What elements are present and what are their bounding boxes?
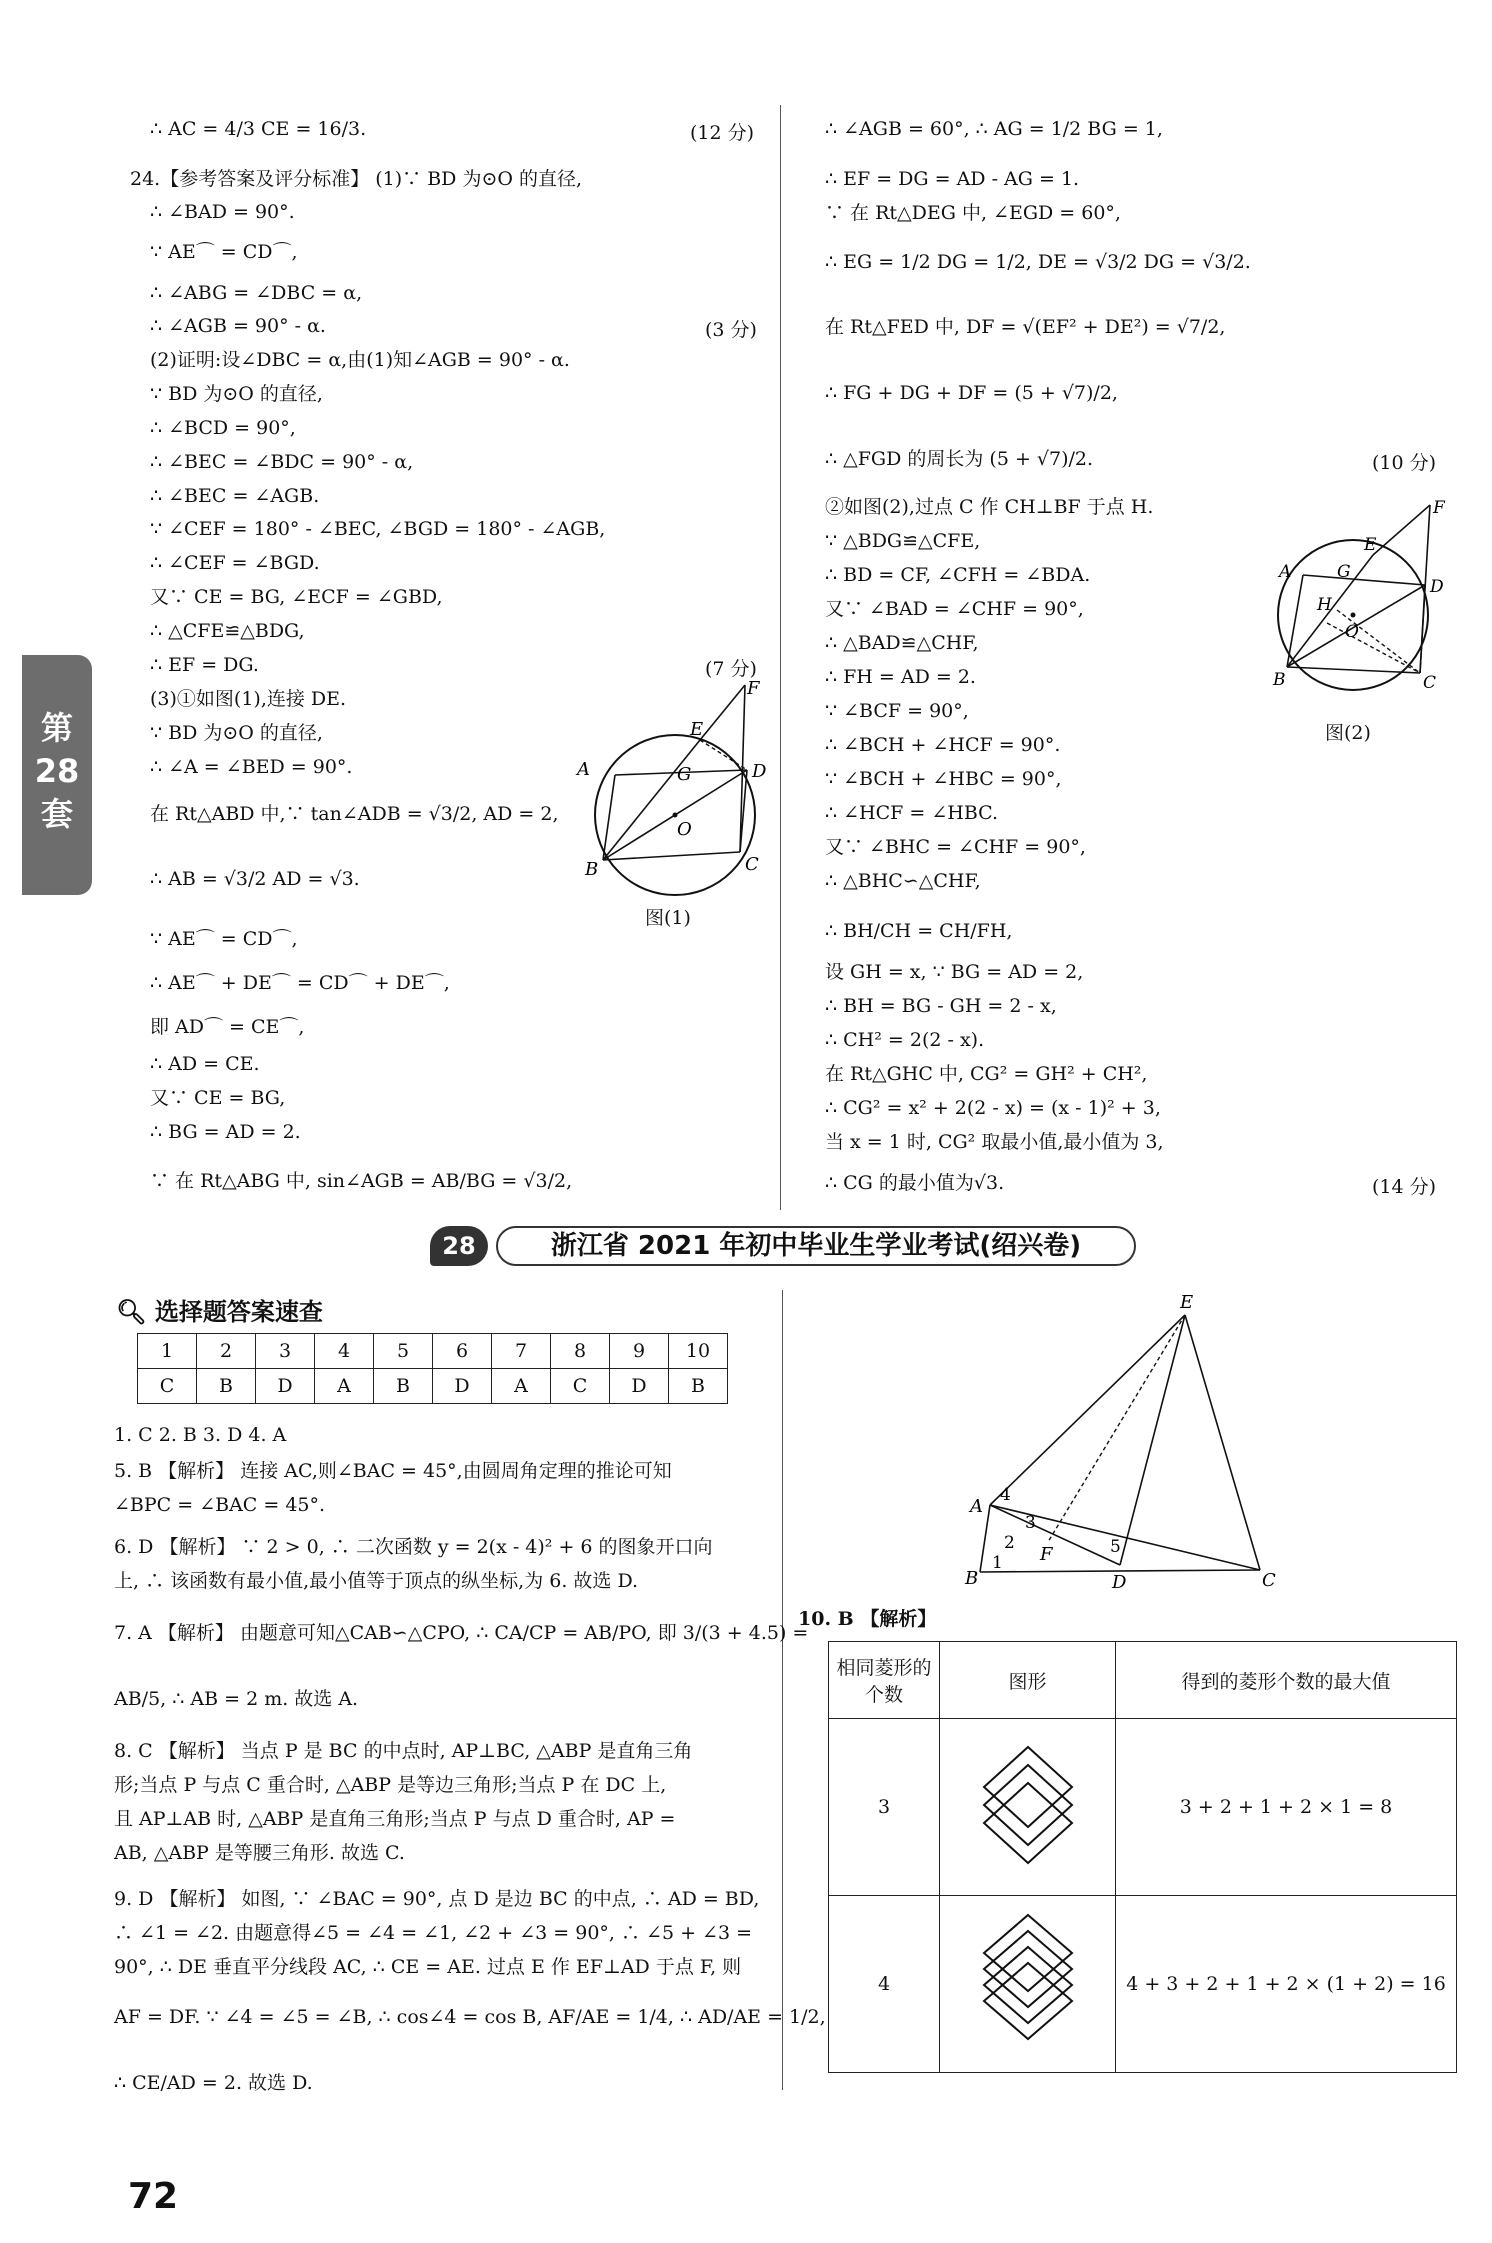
text-line: ∴ BH/CH = CH/FH, [825,920,1013,942]
table-header: 相同菱形的个数 [829,1642,940,1719]
svg-text:B: B [1273,670,1286,690]
score: (12 分) [690,122,755,144]
table-cell [940,1719,1116,1896]
text-line: ∴ ∠CEF = ∠BGD. [150,552,320,574]
text-line: ∵ AE⌒ = CD⌒, [150,928,298,950]
text-line: ∴ AC = 4/3 CE = 16/3. [150,118,367,140]
figure-1 [575,680,775,900]
text-line: AB/5, ∴ AB = 2 m. 故选 A. [114,1688,359,1710]
table-cell: B [669,1369,728,1404]
table-cell: 6 [433,1334,492,1369]
quick-check-heading [116,1292,323,1327]
table-cell: A [315,1369,374,1404]
svg-text:E: E [1180,1292,1194,1313]
text-line: ∴ ∠HCF = ∠HBC. [825,802,999,824]
text-line: 设 GH = x, ∵ BG = AD = 2, [825,961,1084,983]
text-line: ∵ BD 为⊙O 的直径, [150,722,323,744]
text-line: 在 Rt△GHC 中, CG² = GH² + CH², [825,1063,1148,1085]
text-line: ∵ ∠BCF = 90°, [825,700,969,722]
text-line: ∴ EF = DG = AD - AG = 1. [825,168,1080,190]
table-cell: 5 [374,1334,433,1369]
score: (7 分) [705,658,757,680]
text-line: ∵ BD 为⊙O 的直径, [150,383,323,405]
text-line: 又∵ ∠BAD = ∠CHF = 90°, [825,598,1084,620]
svg-text:D: D [1430,577,1444,597]
svg-text:G: G [677,764,692,785]
chapter-tab-char-2: 套 [40,795,73,834]
text-line: ∵ ∠BCH + ∠HBC = 90°, [825,768,1062,790]
answer-table-row-answers [138,1369,728,1404]
chapter-tab [22,655,92,895]
text-line: 90°, ∴ DE 垂直平分线段 AC, ∴ CE = AE. 过点 E 作 EF⊥AD 于点 F, 则 [114,1956,742,1978]
svg-text:5: 5 [1110,1537,1121,1557]
text-line: ∴ EF = DG. [150,654,259,676]
table-cell: D [610,1369,669,1404]
table-row [829,1719,1457,1896]
text-line: 8. C 【解析】 当点 P 是 BC 的中点时, AP⊥BC, △ABP 是直角三角 [114,1740,693,1762]
text-line: ∴ △BAD≌△CHF, [825,632,979,654]
text-line: (2)证明:设∠DBC = α,由(1)知∠AGB = 90° - α. [150,349,570,371]
text-line: ∴ ∠AGB = 90° - α. [150,315,326,337]
text-line: 且 AP⊥AB 时, △ABP 是直角三角形;当点 P 与点 D 重合时, AP = [114,1808,676,1830]
svg-text:H: H [1317,595,1332,615]
text-line: AF = DF. ∵ ∠4 = ∠5 = ∠B, ∴ cos∠4 = cos B, AF/AE = 1/4, ∴ AD/AE = 1/2, [114,2006,826,2028]
figure-2-caption: 图(2) [1325,722,1371,744]
text-line: ∴ AE⌒ + DE⌒ = CD⌒ + DE⌒, [150,972,450,994]
text-line: ∴ BD = CF, ∠CFH = ∠BDA. [825,564,1091,586]
text-line: ∴ AB = √3/2 AD = √3. [150,868,360,890]
svg-text:1: 1 [992,1553,1003,1573]
text-line: 9. D 【解析】 如图, ∵ ∠BAC = 90°, 点 D 是边 BC 的中点, ∴ AD = BD, [114,1888,760,1910]
rhombus-table [828,1641,1457,2073]
text-line: ∴ ∠1 = ∠2. 由题意得∠5 = ∠4 = ∠1, ∠2 + ∠3 = 90°, ∴ ∠5 + ∠3 = [114,1922,753,1944]
score: (14 分) [1372,1176,1437,1198]
svg-text:2: 2 [1004,1533,1015,1553]
svg-text:A: A [970,1496,983,1517]
text-line: 7. A 【解析】 由题意可知△CAB∽△CPO, ∴ CA/CP = AB/PO, 即 3/(3 + 4.5) = [114,1622,809,1644]
table-cell: 8 [551,1334,610,1369]
svg-text:O: O [1345,622,1359,642]
svg-text:F: F [747,680,760,699]
text-line: ∵ 在 Rt△DEG 中, ∠EGD = 60°, [825,202,1121,224]
chapter-tab-char-1: 第 [40,709,73,747]
set-number-badge: 28 [430,1226,488,1266]
table-row [829,1642,1457,1719]
text-line: ∴ AD = CE. [150,1053,260,1075]
chapter-tab-number: 28 [34,752,80,791]
text-line: ∴ △BHC∽△CHF, [825,870,981,892]
figure-3 [960,1290,1280,1590]
table-cell: 1 [138,1334,197,1369]
svg-text:E: E [1364,535,1377,555]
text-line: 又∵ ∠BHC = ∠CHF = 90°, [825,836,1086,858]
text-line: ∵ 在 Rt△ABG 中, sin∠AGB = AB/BG = √3/2, [150,1170,573,1192]
column-divider [780,105,781,1210]
text-line: ∴ EG = 1/2 DG = 1/2, DE = √3/2 DG = √3/2. [825,251,1251,273]
table-cell: 9 [610,1334,669,1369]
text-line: ∴ ∠ABG = ∠DBC = α, [150,282,363,304]
table-header: 得到的菱形个数的最大值 [1116,1642,1457,1719]
table-cell: 3 + 2 + 1 + 2 × 1 = 8 [1116,1719,1457,1896]
text-line: 24.【参考答案及评分标准】 (1)∵ BD 为⊙O 的直径, [130,168,583,190]
text-line: AB, △ABP 是等腰三角形. 故选 C. [114,1842,405,1864]
text-line: ∴ ∠BEC = ∠BDC = 90° - α, [150,451,414,473]
score: (3 分) [705,319,757,341]
rhombus-figure-3 [968,1735,1088,1875]
svg-text:C: C [1262,1570,1276,1590]
text-line: ∴ CG² = x² + 2(2 - x) = (x - 1)² + 3, [825,1097,1161,1119]
text-line: ∴ FG + DG + DF = (5 + √7)/2, [825,382,1118,404]
text-line: ∴ CH² = 2(2 - x). [825,1029,985,1051]
answer-table [137,1333,728,1404]
table-cell [940,1896,1116,2073]
answer-table-row-numbers [138,1334,728,1369]
svg-text:E: E [690,719,704,740]
text-line: ②如图(2),过点 C 作 CH⊥BF 于点 H. [825,496,1154,518]
table-cell: B [374,1369,433,1404]
table-cell: 3 [829,1719,940,1896]
svg-text:O: O [677,819,692,840]
text-line: 5. B 【解析】 连接 AC,则∠BAC = 45°,由圆周角定理的推论可知 [114,1460,672,1482]
text-line: 又∵ CE = BG, [150,1087,286,1109]
text-line: ∴ △FGD 的周长为 (5 + √7)/2. [825,448,1094,470]
text-line: 又∵ CE = BG, ∠ECF = ∠GBD, [150,586,443,608]
svg-text:A: A [1279,562,1292,582]
table-cell: C [551,1369,610,1404]
text-line: ∴ CG 的最小值为√3. [825,1172,1005,1194]
svg-text:B: B [965,1568,979,1589]
table-row [829,1896,1457,2073]
text-line: ∴ ∠BAD = 90°. [150,201,295,223]
text-line: 形;当点 P 与点 C 重合时, △ABP 是等边三角形;当点 P 在 DC 上, [114,1774,667,1796]
table-cell: 2 [197,1334,256,1369]
q10-label: 10. B 【解析】 [798,1608,937,1630]
svg-text:F: F [1433,498,1445,518]
text-line: ∵ AE⌒ = CD⌒, [150,241,298,263]
svg-text:4: 4 [1000,1485,1011,1505]
text-line: ∵ ∠CEF = 180° - ∠BEC, ∠BGD = 180° - ∠AGB, [150,518,606,540]
figure-1-caption: 图(1) [645,907,691,929]
svg-text:C: C [745,854,759,875]
text-line: ∵ △BDG≌△CFE, [825,530,981,552]
svg-text:3: 3 [1025,1513,1036,1533]
table-cell: 4 [829,1896,940,2073]
table-cell: A [492,1369,551,1404]
score: (10 分) [1372,452,1437,474]
text-line: ∴ △CFE≌△BDG, [150,620,305,642]
text-line: 即 AD⌒ = CE⌒, [150,1016,305,1038]
table-cell: 4 [315,1334,374,1369]
text-line: ∴ ∠AGB = 60°, ∴ AG = 1/2 BG = 1, [825,118,1163,140]
table-cell: 7 [492,1334,551,1369]
text-line: 在 Rt△FED 中, DF = √(EF² + DE²) = √7/2, [825,316,1226,338]
svg-text:B: B [585,859,599,880]
table-cell: 10 [669,1334,728,1369]
text-line: 在 Rt△ABD 中,∵ tan∠ADB = √3/2, AD = 2, [150,803,559,825]
table-header: 图形 [940,1642,1116,1719]
text-line: 1. C 2. B 3. D 4. A [114,1424,287,1446]
figure-2 [1265,495,1455,695]
text-line: ∠BPC = ∠BAC = 45°. [114,1494,326,1516]
svg-text:G: G [1337,562,1351,582]
rhombus-figure-4 [968,1907,1088,2057]
text-line: 当 x = 1 时, CG² 取最小值,最小值为 3, [825,1131,1164,1153]
text-line: ∴ ∠BEC = ∠AGB. [150,485,320,507]
text-line: ∴ FH = AD = 2. [825,666,976,688]
table-cell: D [256,1369,315,1404]
text-line: ∴ BH = BG - GH = 2 - x, [825,995,1057,1017]
text-line: 上, ∴ 该函数有最小值,最小值等于顶点的纵坐标,为 6. 故选 D. [114,1570,639,1592]
quick-check-heading-text: 选择题答案速查 [154,1298,323,1326]
table-cell: B [197,1369,256,1404]
text-line: ∴ BG = AD = 2. [150,1121,301,1143]
magnifier-icon: 🔍︎ [116,1298,147,1326]
text-line: ∴ ∠BCD = 90°, [150,417,296,439]
text-line: ∴ ∠BCH + ∠HCF = 90°. [825,734,1061,756]
table-cell: C [138,1369,197,1404]
svg-text:F: F [1040,1544,1053,1565]
svg-text:D: D [1112,1572,1127,1590]
page-number: 72 [128,2176,179,2217]
table-cell: 3 [256,1334,315,1369]
text-line: ∴ ∠A = ∠BED = 90°. [150,756,353,778]
svg-text:C: C [1423,673,1437,693]
text-line: 6. D 【解析】 ∵ 2 > 0, ∴ 二次函数 y = 2(x - 4)² + 6 的图象开口向 [114,1536,713,1558]
text-line: ∴ CE/AD = 2. 故选 D. [114,2072,313,2094]
fig1-label: A [577,759,590,780]
table-cell: D [433,1369,492,1404]
section-title: 浙江省 2021 年初中毕业生学业考试(绍兴卷) [496,1226,1136,1266]
text-line: (3)①如图(1),连接 DE. [150,688,347,710]
column-divider-lower [782,1290,783,2090]
table-cell: 4 + 3 + 2 + 1 + 2 × (1 + 2) = 16 [1116,1896,1457,2073]
svg-text:D: D [752,761,767,782]
